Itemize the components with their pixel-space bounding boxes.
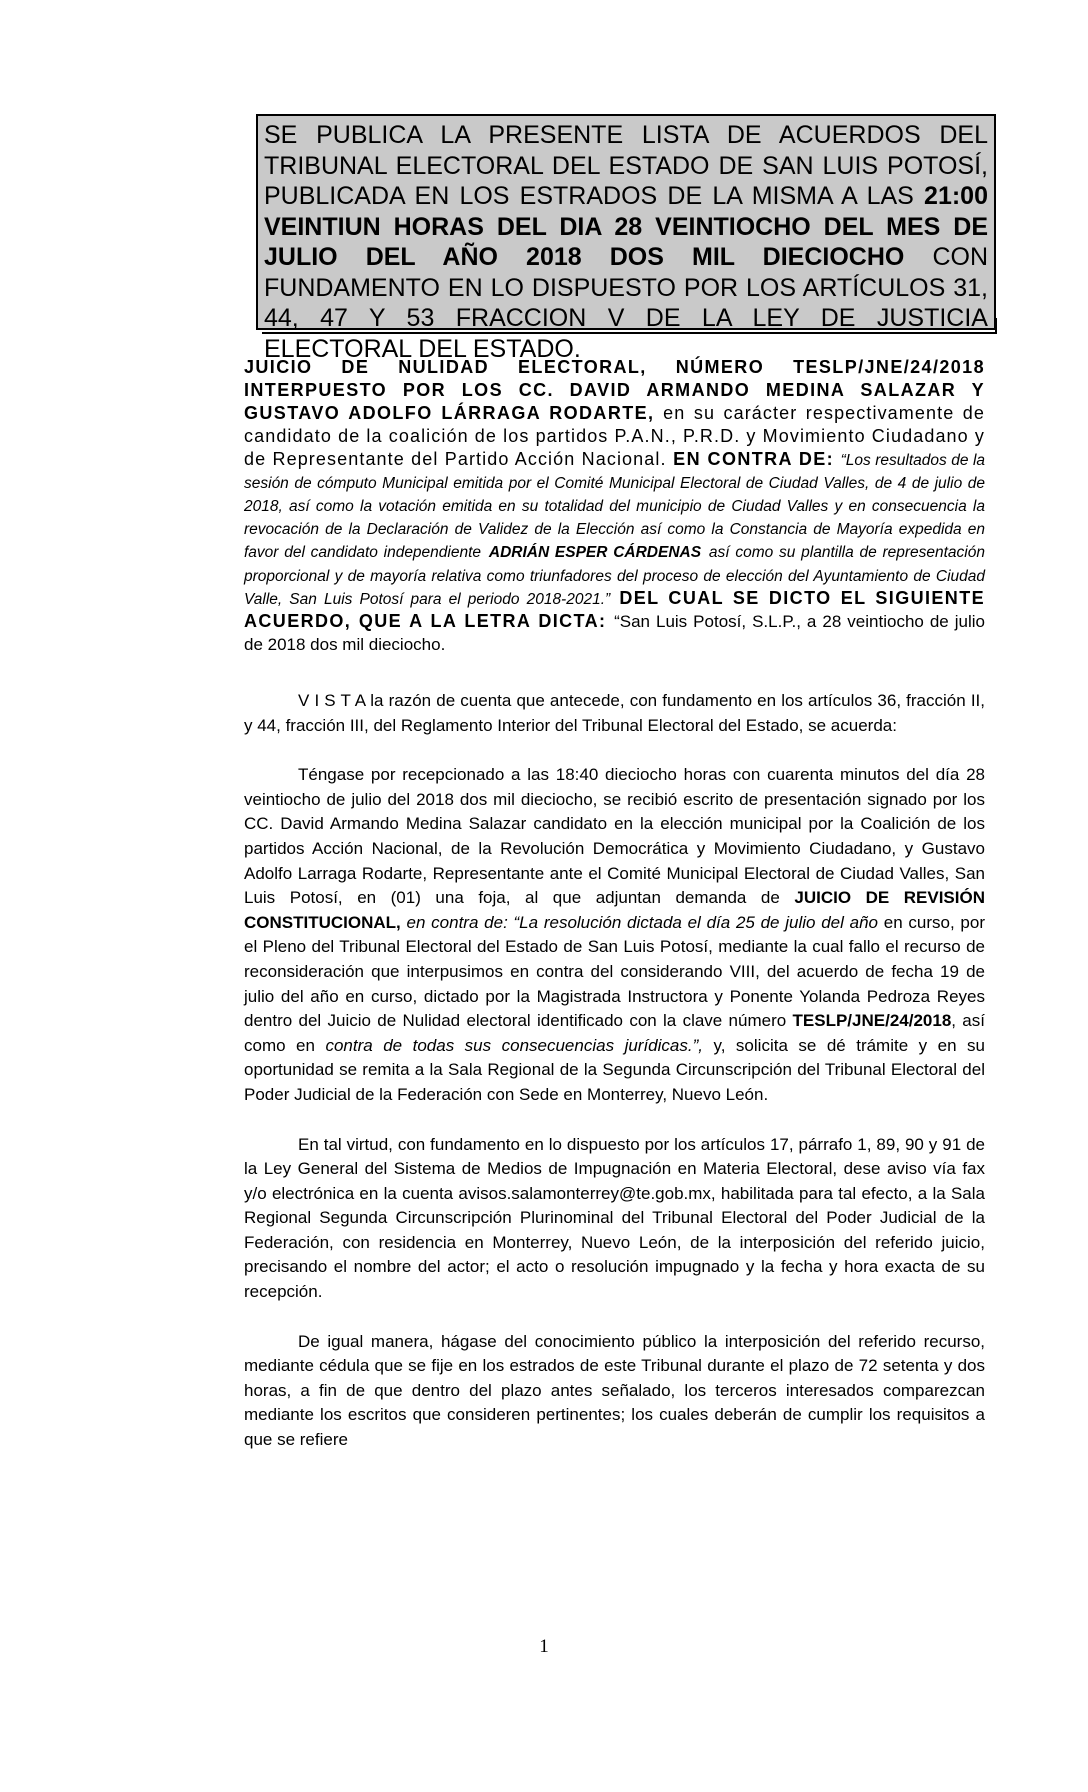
- case-title: JUICIO DE NULIDAD ELECTORAL, NÚMERO TESLP/JNE/24/2018 INTERPUESTO POR LOS CC. DAVID ARMANDO MEDINA SALAZAR Y GUSTAVO ADOLFO LÁRRAGA RODARTE,: [244, 357, 985, 423]
- notification-paragraph: En tal virtud, con fundamento en lo dispuesto por los artículos 17, párrafo 1, 89, 90 y 91 de la Ley General del Sistema de Medios de Impugnación en Materia Electoral, dese aviso vía fax y/o electrónica en la cuenta avisos.salamonterrey@te.gob.mx, habilitada para tal efecto, a la Sala Regional Segunda Circunscripción Plurinominal del Tribunal Electoral del Poder Judicial de la Federación, con residencia en Monterrey, Nuevo León, de la interposición del referido juicio, precisando el nombre del actor; el acto o resolución impugnado y la fecha y hora exacta de su recepción.: [244, 1134, 985, 1302]
- vista-text: la razón de cuenta que antecede, con fundamento en los artículos 36, fracción II, y 44, fracción III, del Reglamento Interior del Tribunal Electoral del Estado, se acuerda:: [244, 691, 985, 735]
- against-tail: así como su plantilla de representación proporcional y de mayoría relativa como triunfadores del proceso de elección del Ayuntamiento de Ciudad Valle, San Luis Potosí para el periodo 2018-2021.”: [244, 544, 985, 608]
- case-capacity: en su carácter respectivamente de candidato de la coalición de los partidos P.A.N., P.R.D. y Movimiento Ciudadano y de Representante del Partido Acción Nacional.: [244, 403, 985, 469]
- notice-shadow-rule: [262, 332, 997, 334]
- case-header: [244, 356, 985, 656]
- agreement-label: DEL CUAL SE DICTO EL SIGUIENTE ACUERDO, QUE A LA LETRA DICTA:: [244, 588, 985, 631]
- notice-datetime: 21:00 VEINTIUN HORAS DEL DIA 28 VEINTIOCHO DEL MES DE JULIO DEL AÑO 2018 DOS MIL DIECIOCHO: [264, 182, 988, 271]
- case-code: TESLP/JNE/24/2018: [792, 1011, 952, 1031]
- receipt-text-d: y, solicita se dé trámite y en su oportunidad se remita a la Sala Regional de la Segunda Circunscripción del Tribunal Electoral del Poder Judicial de la Federación con Sede en Monterrey, Nuevo León.: [244, 1035, 986, 1104]
- receipt-quote-b: contra de todas sus consecuencias jurídicas.”,: [325, 1035, 703, 1055]
- agreement-date: “San Luis Potosí, S.L.P., a 28 veintiocho de julio de 2018 dos mil dieciocho.: [244, 612, 986, 654]
- notice-shadow-edge: [995, 318, 997, 334]
- vista-paragraph: [244, 689, 985, 738]
- document-body: [244, 356, 985, 1453]
- receipt-text-b: en curso, por el Pleno del Tribunal Electoral del Estado de San Luis Potosí, mediante la cual fallo el recurso de reconsideración que interpusimos en contra del considerando VIII, del acuerdo de fecha 19 de julio del año en curso, dictado por la Magistrada Instructora y Ponente Yolanda Pedroza Reyes dentro del Juicio de Nulidad electoral identificado con la clave número: [244, 912, 985, 1031]
- against-label: EN CONTRA DE:: [673, 449, 835, 469]
- vista-label: V I S T A: [298, 691, 366, 710]
- receipt-paragraph: [244, 763, 985, 1107]
- receipt-text-a: Téngase por recepcionado a las 18:40 dieciocho horas con cuarenta minutos del día 28 veintiocho de julio del 2018 dos mil dieciocho, se recibió escrito de presentación signado por los CC. David Armando Medina Salazar candidato en la elección municipal por la Coalición de los partidos Acción Nacional, de la Revolución Democrática y Movimiento Ciudadano, y Gustavo Adolfo Larraga Rodarte, Representante ante el Comité Municipal Electoral de Ciudad Valles, San Luis Potosí, en (01) una foja, al que adjuntan demanda de: [244, 765, 985, 908]
- against-text: “Los resultados de la sesión de cómputo Municipal emitida por el Comité Municipal Electoral de Ciudad Valles, de 4 de julio de 2018, así como la votación emitida en su totalidad del municipio de Ciudad Valles y en consecuencia la revocación de la Declaración de Validez de la Elección así como la Constancia de Mayoría expedida en favor del candidato independiente: [244, 452, 986, 561]
- receipt-text-c: , así como en: [244, 1011, 985, 1055]
- receipt-trial-type: JUICIO DE REVISIÓN CONSTITUCIONAL,: [244, 888, 985, 932]
- notice-intro: SE PUBLICA LA PRESENTE LISTA DE ACUERDOS DEL TRIBUNAL ELECTORAL DEL ESTADO DE SAN LUIS POTOSÍ, PUBLICADA EN LOS ESTRADOS DE LA MISMA A LAS: [264, 121, 988, 210]
- publication-notice-box: [256, 114, 996, 363]
- notice-basis: CON FUNDAMENTO EN LO DISPUESTO POR LOS ARTÍCULOS 31, 44, 47 Y 53 FRACCION V DE LA LEY DE JUSTICIA ELECTORAL DEL ESTADO.: [264, 243, 988, 363]
- page-number: 1: [539, 1636, 549, 1657]
- publication-notice-text: [264, 120, 988, 364]
- publication-paragraph: De igual manera, hágase del conocimiento público la interposición del referido recurso, mediante cédula que se fije en los estrados de este Tribunal durante el plazo de 72 setenta y dos horas, a fin de que dentro del plazo antes señalado, los terceros interesados comparezcan mediante los escritos que consideren pertinentes; los cuales deberán de cumplir los requisitos a que se refiere: [244, 1331, 985, 1450]
- candidate-name: ADRIÁN ESPER CÁRDENAS: [488, 544, 702, 561]
- receipt-quote-a: en contra de: “La resolución dictada el día 25 de julio del año: [406, 912, 878, 932]
